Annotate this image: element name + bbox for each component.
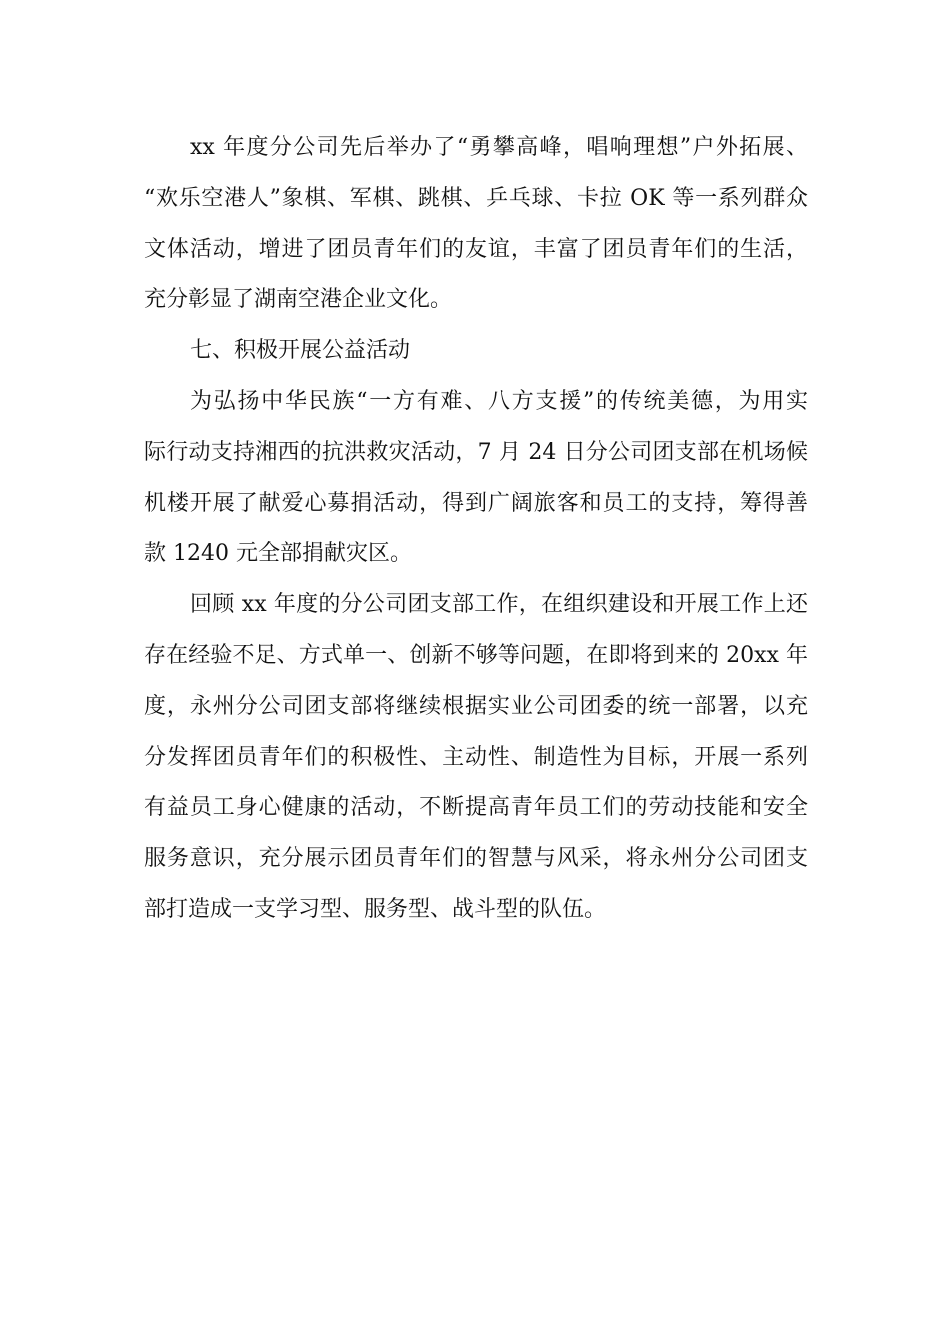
document-body	[144, 131, 808, 944]
text-line: 服务意识，充分展示团员青年们的智慧与风采，将永州分公司团支	[144, 846, 808, 872]
text-line: 充分彰显了湖南空港企业文化。	[144, 287, 453, 313]
text-line: 机楼开展了献爱心募捐活动，得到广阔旅客和员工的支持，筹得善	[144, 490, 808, 516]
text-line: 款 1240 元全部捐献灾区。	[144, 541, 412, 567]
paragraph-charity-donation	[144, 385, 808, 588]
paragraph-cultural-activities	[144, 131, 808, 334]
text-line: 度，永州分公司团支部将继续根据实业公司团委的统一部署，以充	[144, 693, 808, 719]
text-line: 部打造成一支学习型、服务型、战斗型的队伍。	[144, 896, 607, 922]
paragraph-review-outlook	[144, 588, 808, 944]
section-heading	[144, 334, 808, 385]
heading-text: 七、积极开展公益活动	[190, 338, 411, 364]
text-line: 文体活动，增进了团员青年们的友谊，丰富了团员青年们的生活，	[144, 236, 808, 262]
text-line: 际行动支持湘西的抗洪救灾活动，7 月 24 日分公司团支部在机场候	[144, 439, 808, 465]
text-line: xx 年度分公司先后举办了“勇攀高峰，唱响理想”户外拓展、	[190, 135, 808, 160]
text-line: 回顾 xx 年度的分公司团支部工作，在组织建设和开展工作上还	[190, 592, 808, 618]
text-line: “欢乐空港人”象棋、军棋、跳棋、乒乓球、卡拉 OK 等一系列群众	[144, 185, 808, 211]
text-line: 存在经验不足、方式单一、创新不够等问题，在即将到来的 20xx 年	[144, 642, 808, 668]
text-line: 分发挥团员青年们的积极性、主动性、制造性为目标，开展一系列	[144, 744, 808, 770]
text-line: 为弘扬中华民族“一方有难、八方支援”的传统美德，为用实	[190, 388, 808, 414]
text-line: 有益员工身心健康的活动，不断提高青年员工们的劳动技能和安全	[144, 795, 808, 821]
